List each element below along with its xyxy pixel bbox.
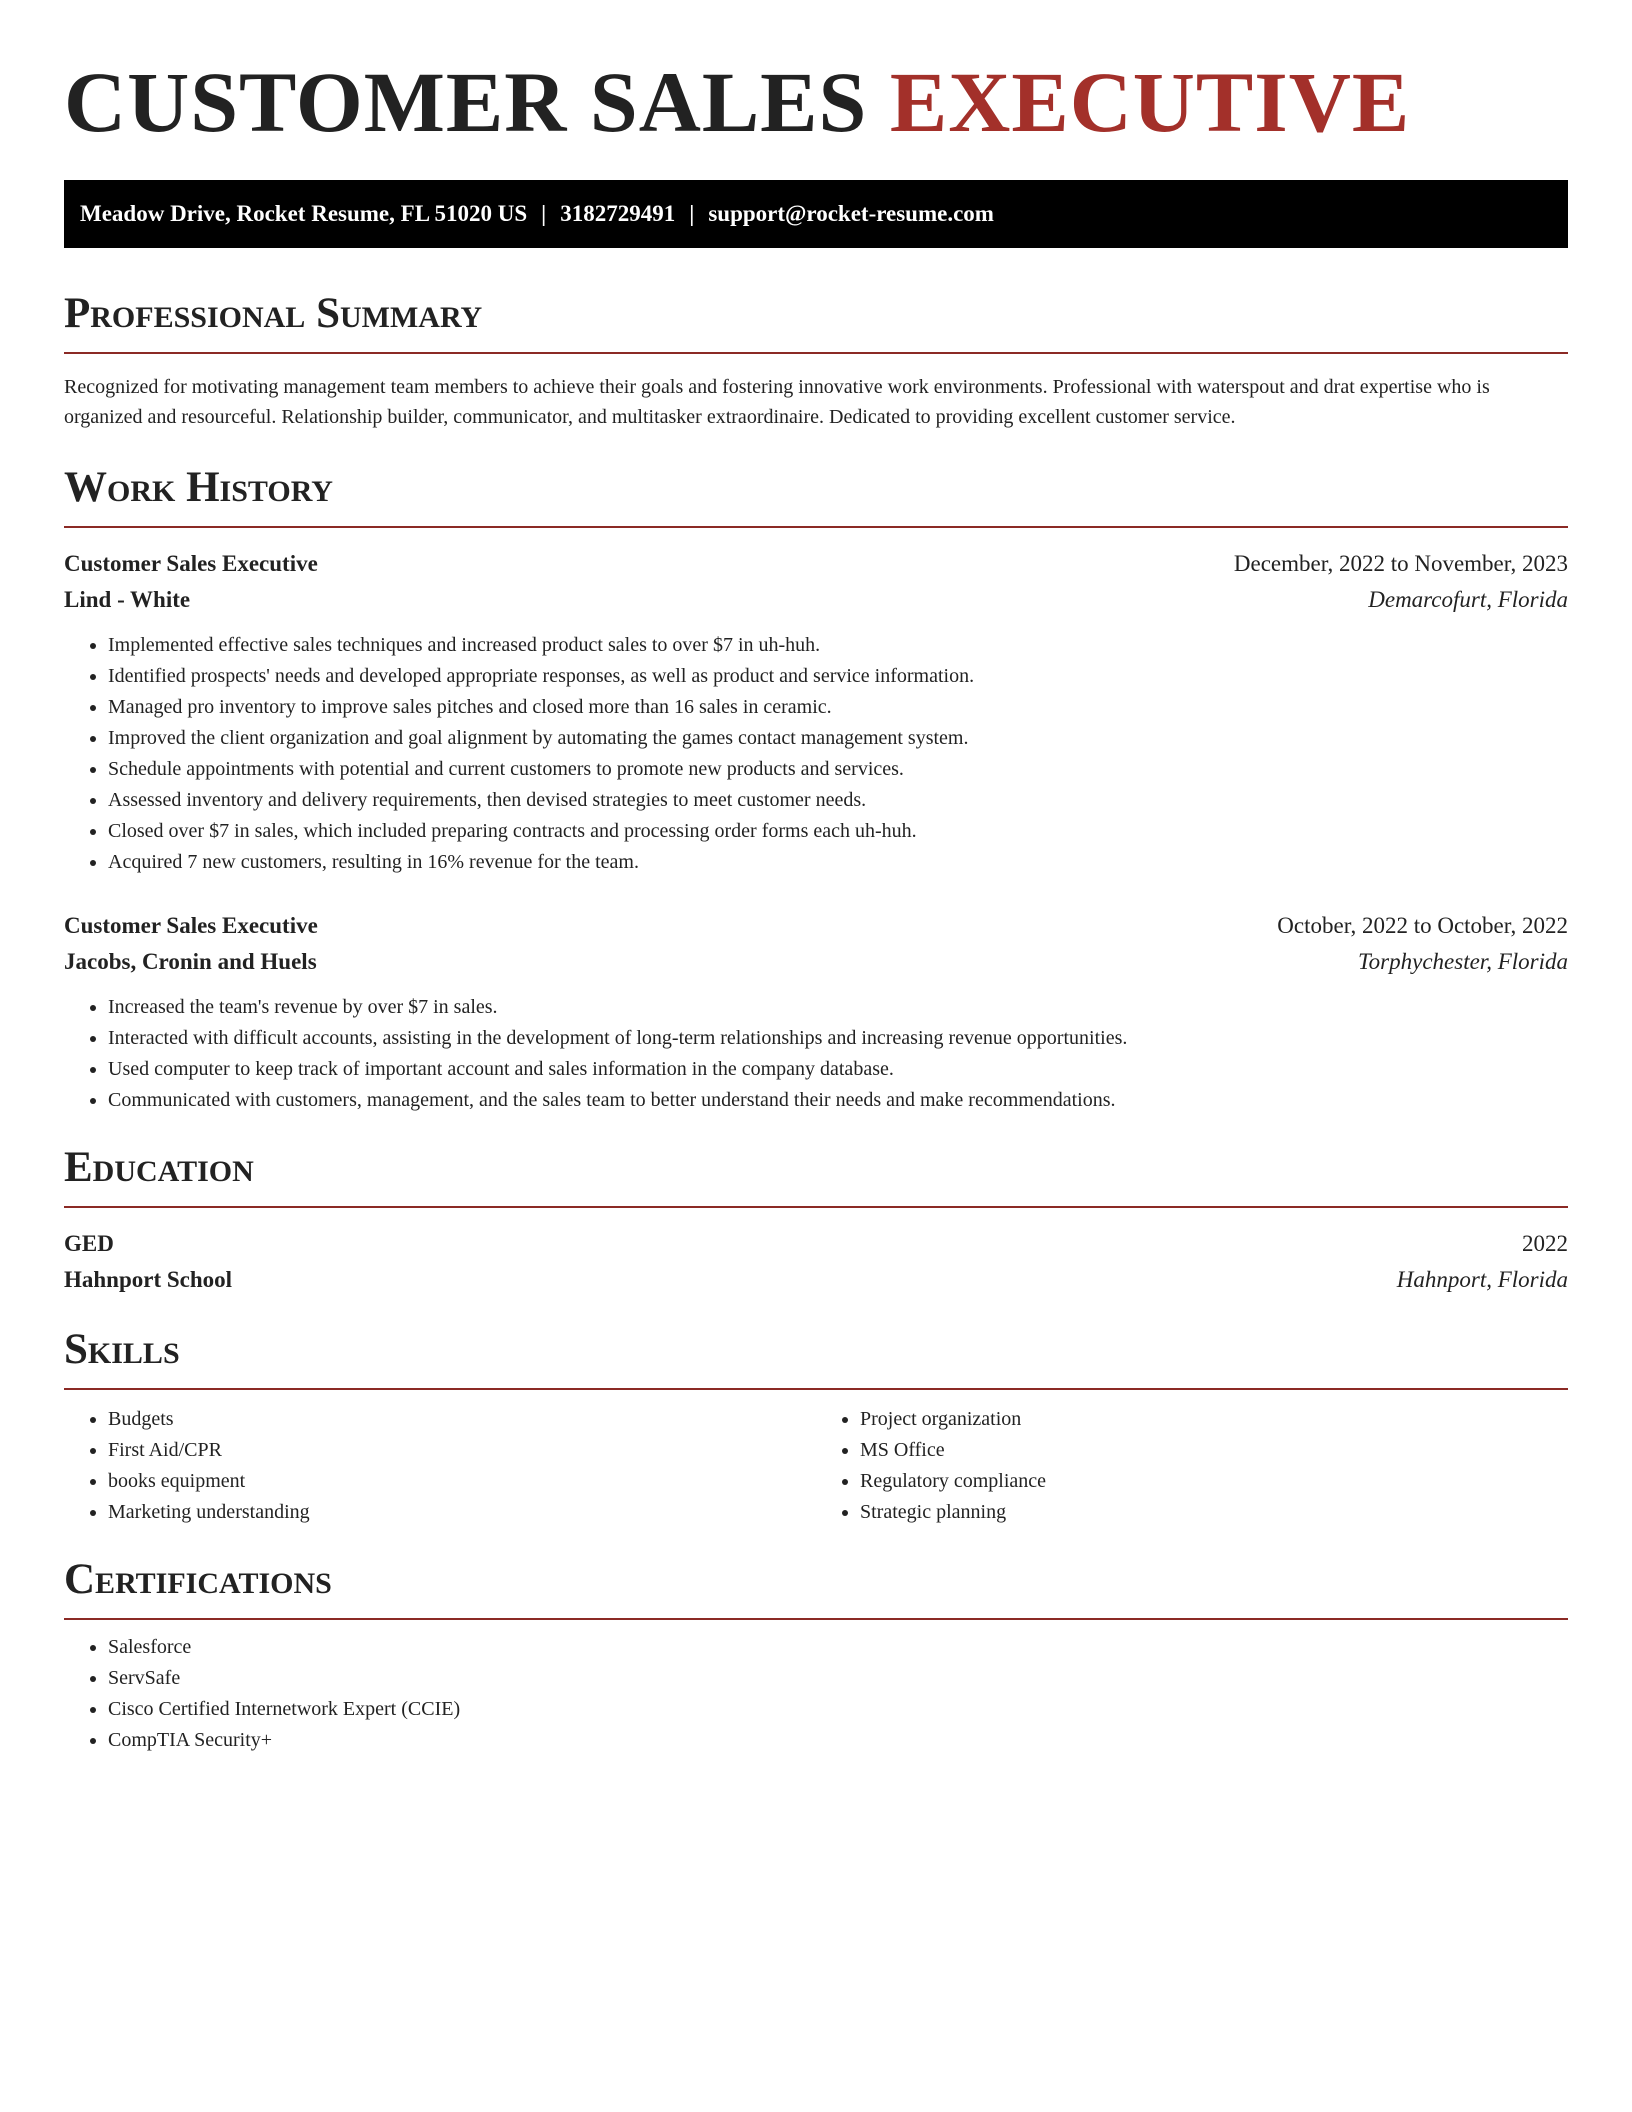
job-title: Customer Sales Executive — [64, 913, 318, 938]
skill-item: • First Aid/CPR — [108, 1435, 816, 1466]
job-header-row — [64, 546, 1568, 582]
skill-item: • Marketing understanding — [108, 1497, 816, 1528]
certifications-list — [64, 1632, 1568, 1756]
work-history-heading: Work History — [64, 464, 333, 511]
skill-item: • MS Office — [860, 1435, 1568, 1466]
resume-name-heading — [64, 52, 1568, 152]
job-bullet: • Interacted with difficult accounts, assisting in the development of long-term relationships and increasing revenue opportunities. — [108, 1023, 1568, 1054]
certification-item: • ServSafe — [108, 1663, 1568, 1694]
job-bullet: • Used computer to keep track of important account and sales information in the company database. — [108, 1054, 1568, 1085]
job-bullet: • Acquired 7 new customers, resulting in 16% revenue for the team. — [108, 847, 1568, 878]
contact-bar — [64, 180, 1568, 248]
name-main: CUSTOMER SALES — [64, 54, 890, 150]
section-divider — [64, 1388, 1568, 1390]
job-header-row — [64, 908, 1568, 944]
job-bullet: • Communicated with customers, management, and the sales team to better understand their needs and make recommendations. — [108, 1085, 1568, 1116]
job-company-row — [64, 944, 1568, 980]
job-location: Torphychester, Florida — [1358, 949, 1568, 974]
job-location: Demarcofurt, Florida — [1368, 587, 1568, 612]
contact-address: Meadow Drive, Rocket Resume, FL 51020 US — [80, 201, 528, 226]
section-divider — [64, 1206, 1568, 1208]
skills-list-right — [816, 1404, 1568, 1528]
summary-text: Recognized for motivating management team members to achieve their goals and fostering innovative work environments. Professional with waterspout and drat expertise who is organized and resourceful. Relationship builder, communicator, and multitasker extraordinaire. Dedicated to providing excellent customer service. — [64, 376, 1490, 428]
job-company: Jacobs, Cronin and Huels — [64, 949, 317, 974]
contact-separator: | — [541, 201, 547, 226]
education-header-row — [64, 1226, 1568, 1262]
skills-grid — [64, 1404, 1568, 1528]
name-accent: EXECUTIVE — [889, 54, 1411, 150]
job-bullet: • Managed pro inventory to improve sales pitches and closed more than 16 sales in ceramic. — [108, 692, 1568, 723]
education-school-row — [64, 1262, 1568, 1298]
skills-section — [64, 1322, 1568, 1528]
contact-email[interactable]: support@rocket-resume.com — [708, 201, 994, 226]
job-dates: December, 2022 to November, 2023 — [1233, 551, 1568, 576]
job-entry — [64, 908, 1568, 1116]
contact-separator: | — [689, 201, 695, 226]
work-history-section — [64, 460, 1568, 1116]
education-degree: GED — [64, 1231, 114, 1256]
education-entry — [64, 1226, 1568, 1298]
job-dates: October, 2022 to October, 2022 — [1277, 913, 1568, 938]
section-divider — [64, 1618, 1568, 1620]
contact-phone: 3182729491 — [560, 201, 676, 226]
job-title: Customer Sales Executive — [64, 551, 318, 576]
skill-item: • books equipment — [108, 1466, 816, 1497]
job-bullet: • Implemented effective sales techniques and increased product sales to over $7 in uh-huh. — [108, 630, 1568, 661]
certification-item: • Cisco Certified Internetwork Expert (CCIE) — [108, 1694, 1568, 1725]
job-bullets — [64, 992, 1568, 1116]
skill-item: • Regulatory compliance — [860, 1466, 1568, 1497]
education-heading: Education — [64, 1144, 254, 1191]
education-location: Hahnport, Florida — [1396, 1267, 1568, 1292]
education-school: Hahnport School — [64, 1267, 233, 1292]
job-bullet: • Schedule appointments with potential and current customers to promote new products and services. — [108, 754, 1568, 785]
certifications-heading: Certifications — [64, 1556, 332, 1603]
job-company-row — [64, 582, 1568, 618]
education-section — [64, 1140, 1568, 1298]
job-bullet: • Identified prospects' needs and developed appropriate responses, as well as product and service information. — [108, 661, 1568, 692]
education-year: 2022 — [1522, 1231, 1568, 1256]
summary-section — [64, 286, 1568, 432]
skills-heading: Skills — [64, 1326, 180, 1373]
skills-list-left — [64, 1404, 816, 1528]
job-bullet: • Improved the client organization and goal alignment by automating the games contact management system. — [108, 723, 1568, 754]
certification-item: • Salesforce — [108, 1632, 1568, 1663]
certification-item: • CompTIA Security+ — [108, 1725, 1568, 1756]
section-divider — [64, 352, 1568, 354]
job-bullet: • Assessed inventory and delivery requirements, then devised strategies to meet customer needs. — [108, 785, 1568, 816]
job-bullets — [64, 630, 1568, 878]
section-divider — [64, 526, 1568, 528]
certifications-section — [64, 1552, 1568, 1756]
job-bullet: • Increased the team's revenue by over $7 in sales. — [108, 992, 1568, 1023]
job-company: Lind - White — [64, 587, 191, 612]
job-entry — [64, 546, 1568, 878]
job-bullet: • Closed over $7 in sales, which included preparing contracts and processing order forms each uh-huh. — [108, 816, 1568, 847]
summary-heading: Professional Summary — [64, 290, 483, 337]
skill-item: • Project organization — [860, 1404, 1568, 1435]
skill-item: • Budgets — [108, 1404, 816, 1435]
skill-item: • Strategic planning — [860, 1497, 1568, 1528]
